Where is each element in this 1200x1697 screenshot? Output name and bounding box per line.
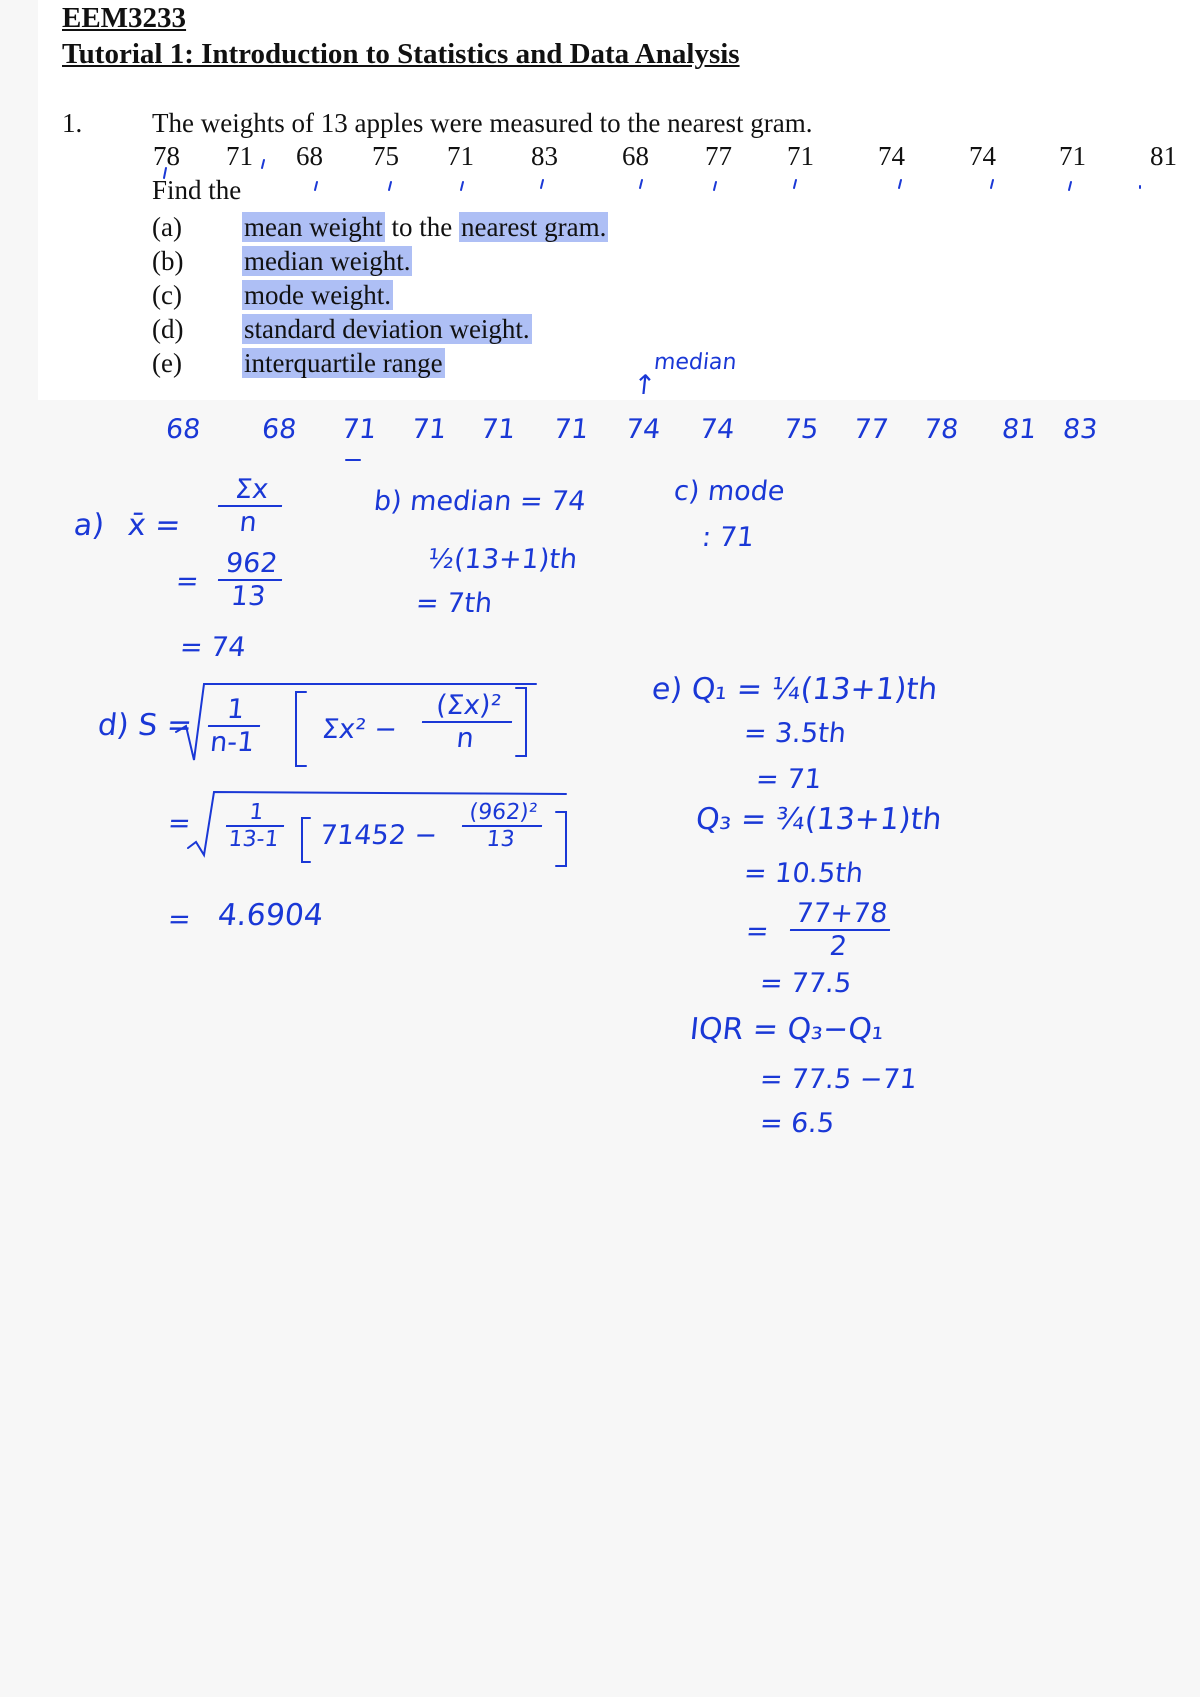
q3-fraction: $\frac{77+78}{2}$ xyxy=(787,898,894,962)
weight-value: 81 xyxy=(1150,141,1177,171)
iqr-substitution: = 77.5 −71 xyxy=(758,1064,919,1095)
weight-value: 74 xyxy=(969,141,996,171)
mean-formula: $\frac{\Sigma x}{n}$ xyxy=(215,474,286,538)
q3-value: = 77.5 xyxy=(758,968,853,999)
q1-rank: = 3.5th xyxy=(742,718,848,749)
sorted-value: 74 xyxy=(624,414,662,445)
part-label: (d) xyxy=(152,314,184,344)
sd-fraction-4: $\frac{\text{(962)²}}{13}$ xyxy=(459,800,544,852)
sorted-value: 71 xyxy=(340,414,378,445)
course-code: EEM3233 xyxy=(62,2,187,34)
question-number: 1. xyxy=(62,108,83,138)
weight-value: 83 xyxy=(531,141,558,171)
mode-label: c) mode xyxy=(672,476,787,507)
sorted-value: 78 xyxy=(922,414,960,445)
weight-value: 71 xyxy=(1059,141,1086,171)
sum-squares: Σx² − xyxy=(320,714,399,745)
q3-formula: Q₃ = ¾(13+1)th xyxy=(694,802,944,837)
equals: = xyxy=(166,808,193,839)
part-label: (c) xyxy=(152,280,182,310)
q1-value: = 71 xyxy=(754,764,824,795)
iqr-result: = 6.5 xyxy=(758,1108,836,1139)
part-label: (b) xyxy=(152,246,184,276)
sd-fraction-3: $\frac{1}{13-1}$ xyxy=(223,800,286,852)
sorted-value: 68 xyxy=(260,414,298,445)
q1-formula: e) Q₁ = ¼(13+1)th xyxy=(650,672,940,707)
question-stem: The weights of 13 apples were measured to the nearest gram. xyxy=(152,108,813,138)
equals: = xyxy=(166,904,193,935)
weight-value: 71 xyxy=(226,141,253,171)
highlight: nearest gram. xyxy=(460,212,607,242)
highlight: mean weight xyxy=(244,212,383,242)
sorted-value: 83 xyxy=(1061,414,1099,445)
equals: = xyxy=(174,566,201,597)
weight-value: 74 xyxy=(878,141,905,171)
mean-fraction: $\frac{962}{13}$ xyxy=(215,548,286,612)
sorted-value: 71 xyxy=(410,414,448,445)
part-label: (a) xyxy=(152,212,182,242)
mean-result: = 74 xyxy=(178,632,248,663)
weight-value: 78 xyxy=(153,141,180,171)
weight-value: 71 xyxy=(447,141,474,171)
part-b-text: median weight. xyxy=(244,246,411,276)
median-position: ½(13+1)th xyxy=(426,544,579,575)
q3-rank: = 10.5th xyxy=(742,858,865,889)
sorted-value: 75 xyxy=(782,414,820,445)
part-d-text: standard deviation weight. xyxy=(244,314,530,344)
weight-value: 77 xyxy=(705,141,732,171)
sd-label: d) S = xyxy=(96,708,194,743)
median-rank: = 7th xyxy=(414,588,494,619)
part-e-text: interquartile range xyxy=(244,348,443,378)
xbar-symbol: x̄ = xyxy=(126,508,183,543)
median-note: median xyxy=(652,350,738,375)
part-label: (e) xyxy=(152,348,182,378)
sorted-value: 81 xyxy=(1000,414,1038,445)
sorted-value: 68 xyxy=(164,414,202,445)
answer-a-label: a) xyxy=(72,508,106,543)
sorted-value: 71 xyxy=(479,414,517,445)
weight-value: 68 xyxy=(296,141,323,171)
sd-result: 4.6904 xyxy=(216,898,325,933)
sd-fraction-1: $\frac{1}{n-1}$ xyxy=(205,694,264,758)
tutorial-title: Tutorial 1: Introduction to Statistics and Data Analysis xyxy=(62,38,740,70)
find-label: Find the xyxy=(152,175,242,205)
sum-x-squared-value: 71452 − xyxy=(318,820,439,851)
median-answer: b) median = 74 xyxy=(372,486,588,517)
sd-fraction-2: $\frac{\text{(Σx)²}}{n}$ xyxy=(419,690,516,754)
weight-value: 71 xyxy=(787,141,814,171)
sorted-value: 77 xyxy=(852,414,890,445)
iqr-formula: IQR = Q₃−Q₁ xyxy=(688,1012,886,1047)
sorted-value: 74 xyxy=(698,414,736,445)
equals: = xyxy=(744,916,771,947)
mode-value: : 71 xyxy=(700,522,756,553)
weight-value: 75 xyxy=(372,141,399,171)
part-c-text: mode weight. xyxy=(244,280,391,310)
sorted-value: 71 xyxy=(552,414,590,445)
part-a-text: mean weight to the nearest gram. xyxy=(244,212,607,242)
weight-value: 68 xyxy=(622,141,649,171)
arrow-icon: ↑ xyxy=(631,370,658,401)
